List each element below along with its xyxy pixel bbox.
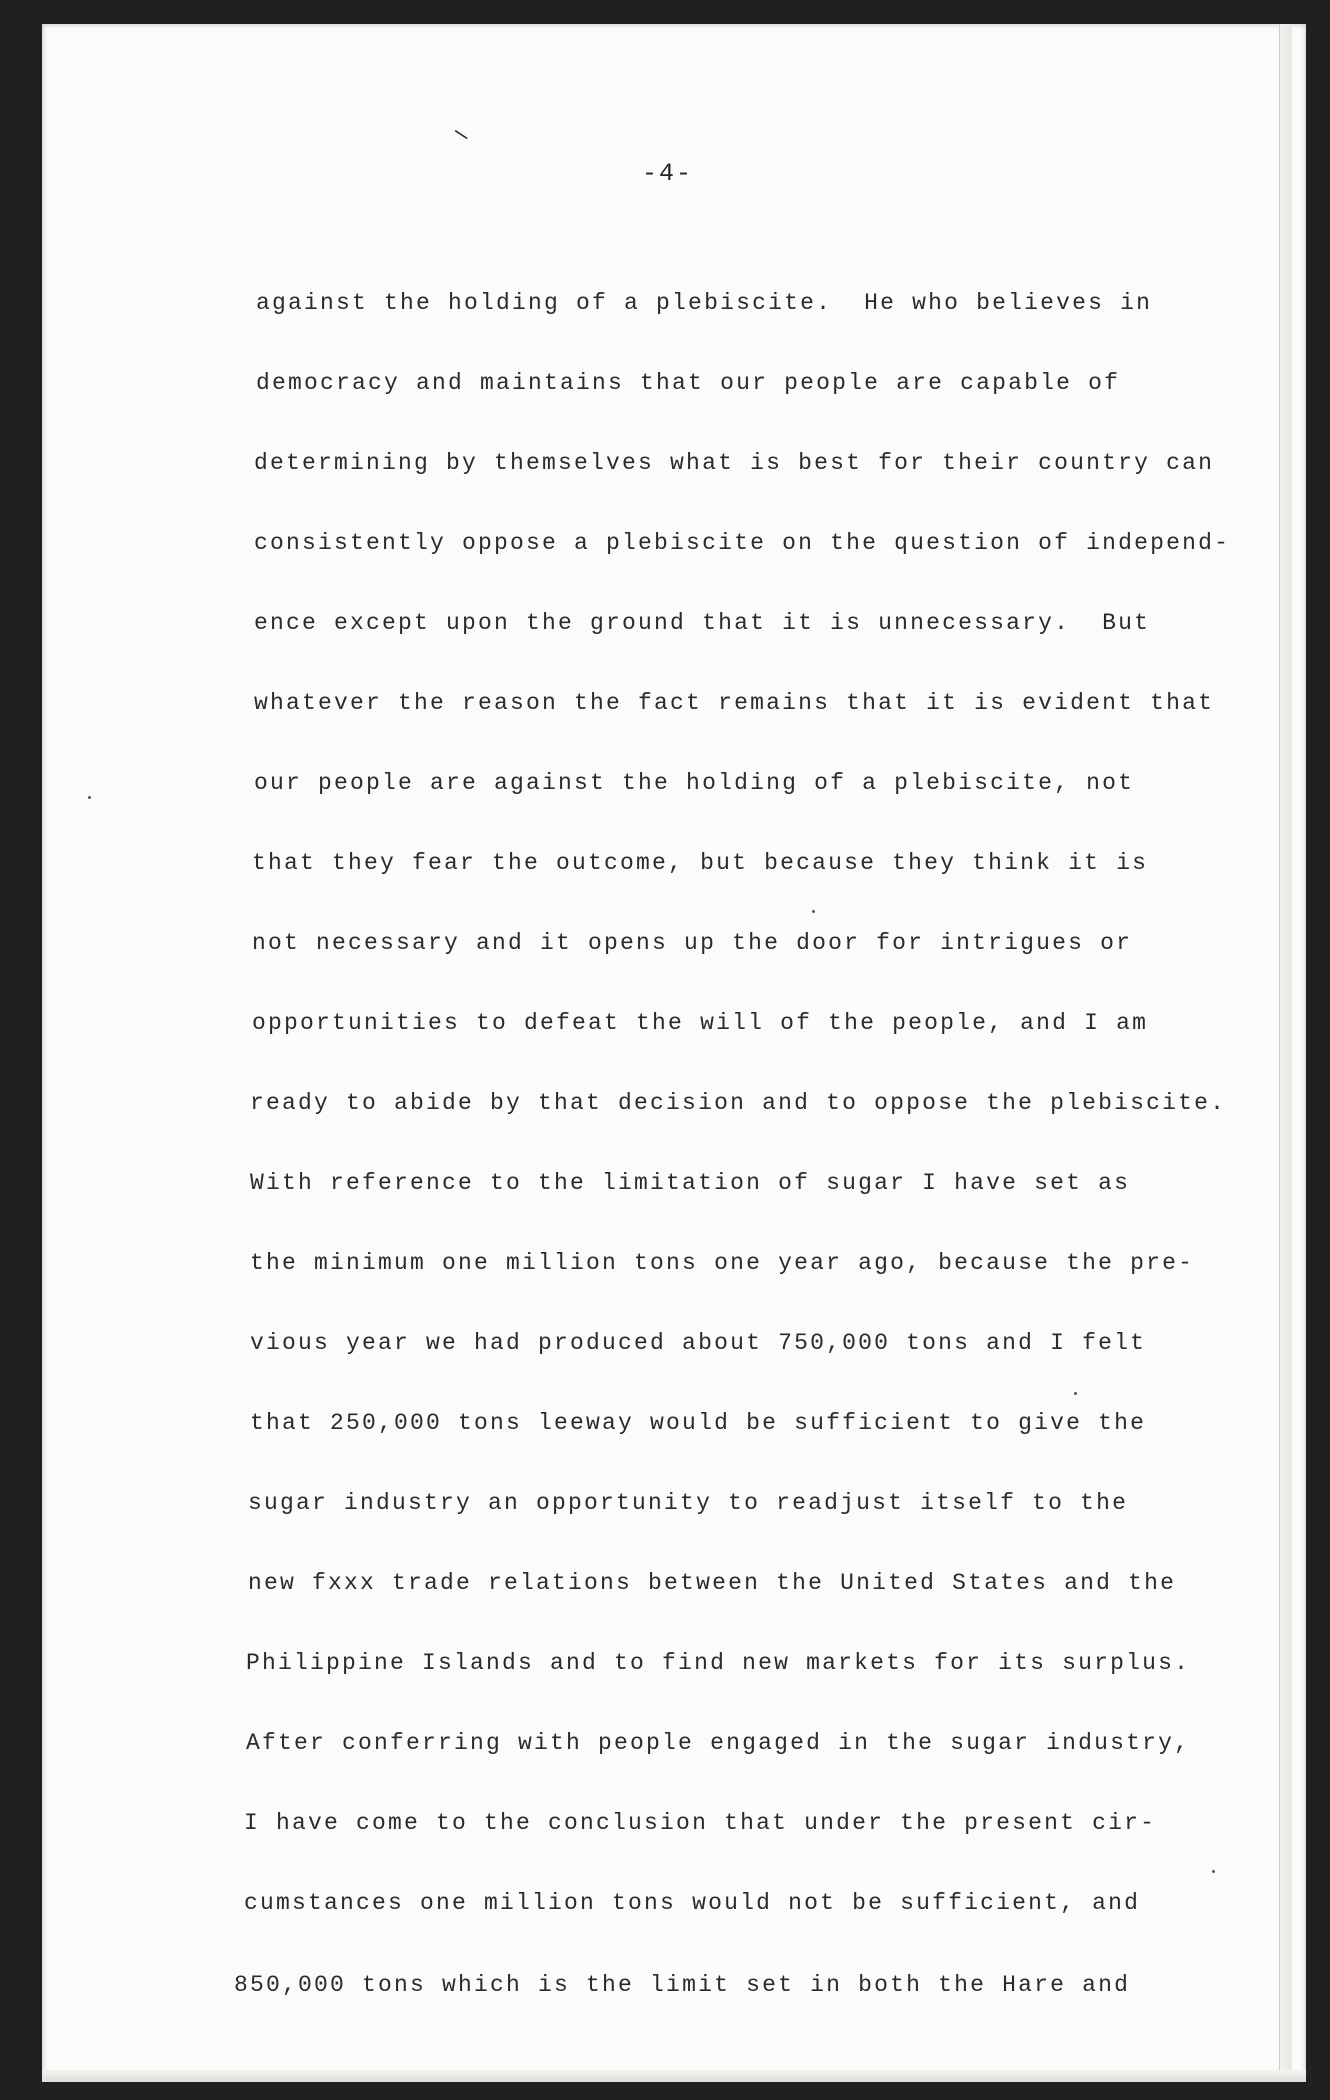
body-line: against the holding of a plebiscite. He who believes in bbox=[256, 290, 1153, 316]
ink-speck bbox=[88, 796, 91, 799]
typewritten-sheet bbox=[42, 24, 1306, 2082]
body-line: cumstances one million tons would not be sufficient, and bbox=[244, 1890, 1141, 1916]
body-line: new fxxx trade relations between the United States and the bbox=[248, 1570, 1177, 1596]
margin-mark: ⸜ bbox=[448, 109, 471, 148]
body-line: opportunities to defeat the will of the people, and I am bbox=[252, 1010, 1149, 1036]
ink-speck bbox=[1212, 1870, 1215, 1873]
body-line: sugar industry an opportunity to readjust itself to the bbox=[248, 1490, 1129, 1516]
ink-speck bbox=[812, 910, 815, 913]
body-line: With reference to the limitation of sugar I have set as bbox=[250, 1170, 1131, 1196]
paper-edge bbox=[1279, 24, 1292, 2082]
body-line: that they fear the outcome, but because they think it is bbox=[252, 850, 1149, 876]
body-line: the minimum one million tons one year ago, because the pre- bbox=[250, 1250, 1195, 1276]
body-line: 850,000 tons which is the limit set in both the Hare and bbox=[234, 1972, 1131, 1998]
body-line: whatever the reason the fact remains that it is evident that bbox=[254, 690, 1215, 716]
ink-speck bbox=[1074, 1392, 1077, 1395]
body-line: After conferring with people engaged in the sugar industry, bbox=[246, 1730, 1191, 1756]
body-line: democracy and maintains that our people are capable of bbox=[256, 370, 1121, 396]
body-line: consistently oppose a plebiscite on the question of independ- bbox=[254, 530, 1231, 556]
body-line: not necessary and it opens up the door for intrigues or bbox=[252, 930, 1133, 956]
body-line: determining by themselves what is best for their country can bbox=[254, 450, 1215, 476]
paper-bottom-edge bbox=[42, 2070, 1306, 2082]
body-line: that 250,000 tons leeway would be sufficient to give the bbox=[250, 1410, 1147, 1436]
body-line: Philippine Islands and to find new markets for its surplus. bbox=[246, 1650, 1191, 1676]
body-line: our people are against the holding of a plebiscite, not bbox=[254, 770, 1135, 796]
body-line: I have come to the conclusion that under the present cir- bbox=[244, 1810, 1157, 1836]
body-line: ready to abide by that decision and to oppose the plebiscite. bbox=[250, 1090, 1227, 1116]
body-line: ence except upon the ground that it is unnecessary. But bbox=[254, 610, 1151, 636]
page-number: -4- bbox=[642, 159, 694, 188]
body-line: vious year we had produced about 750,000 tons and I felt bbox=[250, 1330, 1147, 1356]
